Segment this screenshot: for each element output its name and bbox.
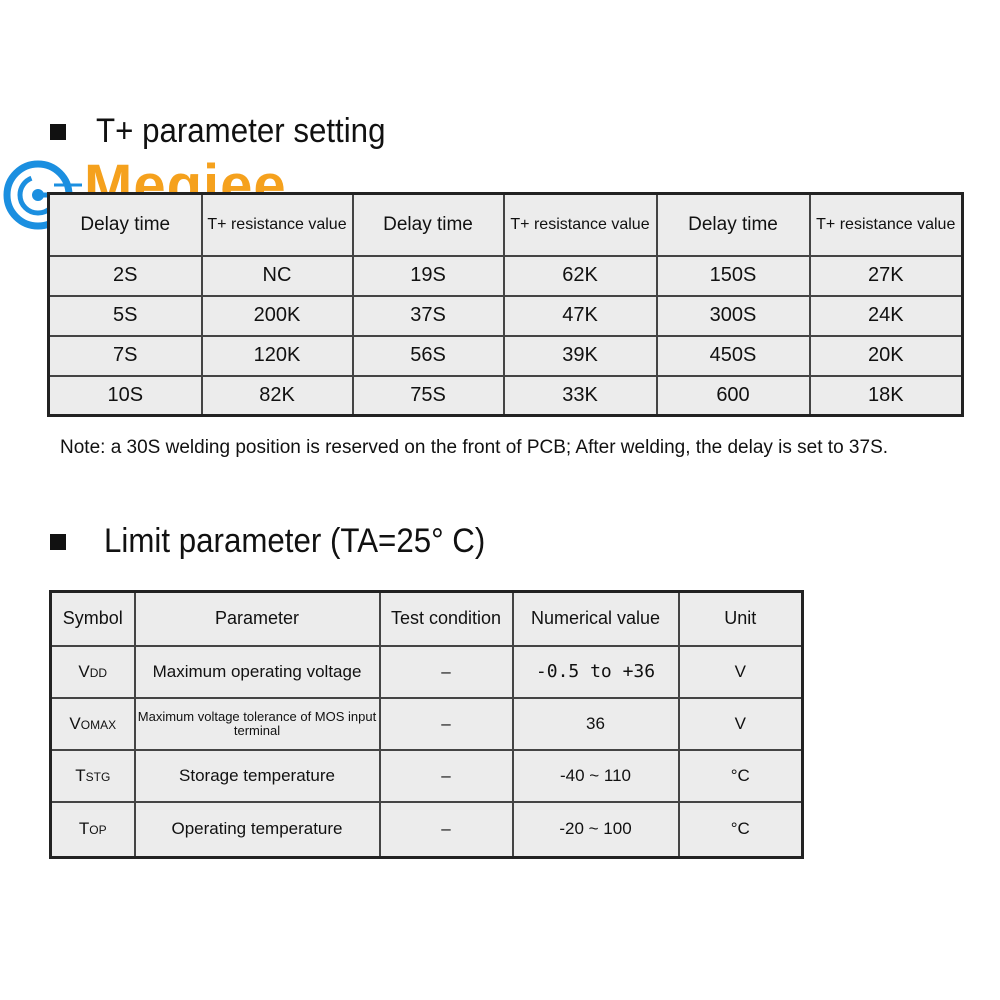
parameter-cell: Maximum voltage tolerance of MOS input terminal (135, 698, 380, 750)
symbol-sub: STG (85, 769, 111, 784)
condition-cell: – (380, 750, 513, 802)
symbol-cell (51, 646, 135, 698)
table-cell: 7S (49, 336, 202, 376)
header-cell: Symbol (51, 592, 135, 646)
unit-cell: °C (679, 802, 803, 858)
table-cell: 39K (504, 336, 657, 376)
table-cell: 120K (202, 336, 353, 376)
section-title-t-plus (50, 112, 411, 151)
condition-cell: – (380, 646, 513, 698)
header-cell: Delay time (353, 194, 504, 256)
symbol-main: T (75, 765, 86, 785)
symbol-main: T (78, 819, 90, 839)
table-cell: 200K (202, 296, 353, 336)
parameter-cell: Maximum operating voltage (135, 646, 380, 698)
note-text: Note: a 30S welding position is reserved on the front of PCB; After welding, the delay is set to 37S. (60, 437, 889, 458)
table-cell: 37S (353, 296, 504, 336)
unit-cell: V (679, 646, 803, 698)
table-cell: 33K (504, 376, 657, 416)
table-header-row (49, 194, 963, 256)
table-cell: 19S (353, 256, 504, 296)
table-row (49, 256, 963, 296)
table-cell: NC (202, 256, 353, 296)
square-bullet-icon (50, 124, 66, 140)
header-cell: T+ resistance value (810, 194, 963, 256)
limit-parameter-table (49, 590, 804, 859)
symbol-main: V (69, 713, 81, 733)
table-cell: 82K (202, 376, 353, 416)
table-cell: 75S (353, 376, 504, 416)
table-row (49, 376, 963, 416)
t-plus-parameter-table (47, 192, 964, 417)
table-cell: 24K (810, 296, 963, 336)
table-row (49, 296, 963, 336)
parameter-cell: Storage temperature (135, 750, 380, 802)
table-row (51, 698, 803, 750)
table-cell: 150S (657, 256, 810, 296)
symbol-sub: DD (89, 665, 108, 680)
section-title-text: Limit parameter (TA=25° C) (104, 522, 486, 560)
symbol-cell (51, 698, 135, 750)
logo-text: Meqiee (84, 153, 287, 218)
table-cell: 600 (657, 376, 810, 416)
symbol-sub: OP (89, 823, 107, 838)
symbol-main: V (78, 661, 90, 681)
symbol-sub: OMAX (80, 717, 117, 732)
table-cell: 47K (504, 296, 657, 336)
header-cell: T+ resistance value (504, 194, 657, 256)
condition-cell: – (380, 802, 513, 858)
table-cell: 2S (49, 256, 202, 296)
header-cell: Unit (679, 592, 803, 646)
table-cell: 5S (49, 296, 202, 336)
table-cell: 62K (504, 256, 657, 296)
table-cell: 10S (49, 376, 202, 416)
header-cell: T+ resistance value (202, 194, 353, 256)
table-header-row (51, 592, 803, 646)
parameter-cell: Operating temperature (135, 802, 380, 858)
table-cell: 450S (657, 336, 810, 376)
section-title-text: T+ parameter setting (96, 112, 386, 150)
header-cell: Numerical value (513, 592, 679, 646)
header-cell: Test condition (380, 592, 513, 646)
header-cell: Delay time (657, 194, 810, 256)
unit-cell: V (679, 698, 803, 750)
value-cell: -40 ~ 110 (513, 750, 679, 802)
table-row (51, 750, 803, 802)
table-cell: 27K (810, 256, 963, 296)
value-cell: -20 ~ 100 (513, 802, 679, 858)
table-cell: 300S (657, 296, 810, 336)
table-row (49, 336, 963, 376)
symbol-cell (51, 802, 135, 858)
value-cell: -0.5 to +36 (513, 646, 679, 698)
condition-cell: – (380, 698, 513, 750)
table-row (51, 802, 803, 858)
unit-cell: °C (679, 750, 803, 802)
header-cell: Delay time (49, 194, 202, 256)
symbol-cell (51, 750, 135, 802)
square-bullet-icon (50, 534, 66, 550)
value-cell: 36 (513, 698, 679, 750)
table-cell: 56S (353, 336, 504, 376)
table-row (51, 646, 803, 698)
table-cell: 18K (810, 376, 963, 416)
header-cell: Parameter (135, 592, 380, 646)
table-cell: 20K (810, 336, 963, 376)
section-title-limit-parameter (50, 522, 518, 561)
